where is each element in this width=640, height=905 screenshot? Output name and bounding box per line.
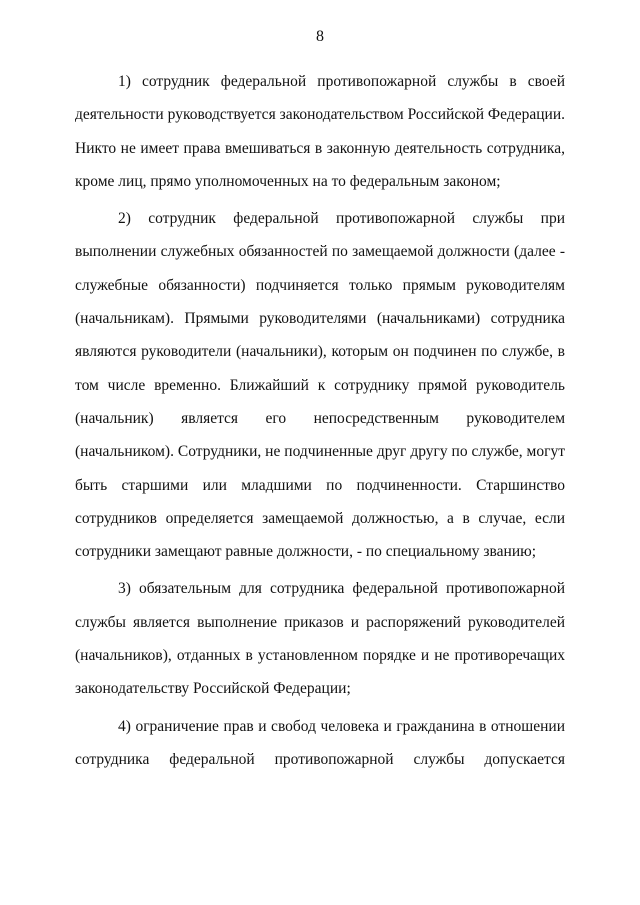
text-line: сотрудника федеральной противопожарной службы допускается xyxy=(75,750,565,768)
text-line: сотрудников определяется замещаемой должностью, а в случае, если xyxy=(75,509,565,527)
text-line: (начальником). Сотрудники, не подчиненные друг другу по службе, могут xyxy=(75,443,565,461)
text-line: быть старшими или младшими по подчиненности. Старшинство xyxy=(75,476,565,494)
paragraph-4 xyxy=(75,715,565,782)
text-line: сотрудники замещают равные должности, - по специальному званию; xyxy=(75,543,537,561)
text-line: службы является выполнение приказов и распоряжений руководителей xyxy=(75,613,565,631)
paragraph-3 xyxy=(75,577,565,710)
text-line: (начальник) является его непосредственным руководителем xyxy=(75,409,565,427)
text-line: законодательству Российской Федерации; xyxy=(75,680,351,698)
text-line: том числе временно. Ближайший к сотруднику прямой руководитель xyxy=(75,376,565,394)
text-line: 2) сотрудник федеральной противопожарной службы при xyxy=(118,210,565,228)
text-line: являются руководители (начальники), которым он подчинен по службе, в xyxy=(75,343,565,361)
text-line: кроме лиц, прямо уполномоченных на то федеральным законом; xyxy=(75,172,501,190)
paragraph-2 xyxy=(75,207,565,573)
text-line: 3) обязательным для сотрудника федеральной противопожарной xyxy=(118,580,565,598)
text-line: (начальникам). Прямыми руководителями (начальниками) сотрудника xyxy=(75,310,565,328)
document-body xyxy=(75,70,565,785)
text-line: 1) сотрудник федеральной противопожарной службы в своей xyxy=(118,73,565,90)
paragraph-1 xyxy=(75,70,565,203)
text-line: 4) ограничение прав и свобод человека и гражданина в отношении xyxy=(118,717,565,735)
text-line: (начальников), отданных в установленном порядке и не противоречащих xyxy=(75,647,565,665)
text-line: выполнении служебных обязанностей по замещаемой должности (далее - xyxy=(75,243,565,261)
text-line: деятельности руководствуется законодательством Российской Федерации. xyxy=(75,106,565,124)
page-number: 8 xyxy=(316,28,324,45)
text-line: служебные обязанности) подчиняется только прямым руководителям xyxy=(75,276,565,294)
text-line: Никто не имеет права вмешиваться в законную деятельность сотрудника, xyxy=(75,139,565,157)
